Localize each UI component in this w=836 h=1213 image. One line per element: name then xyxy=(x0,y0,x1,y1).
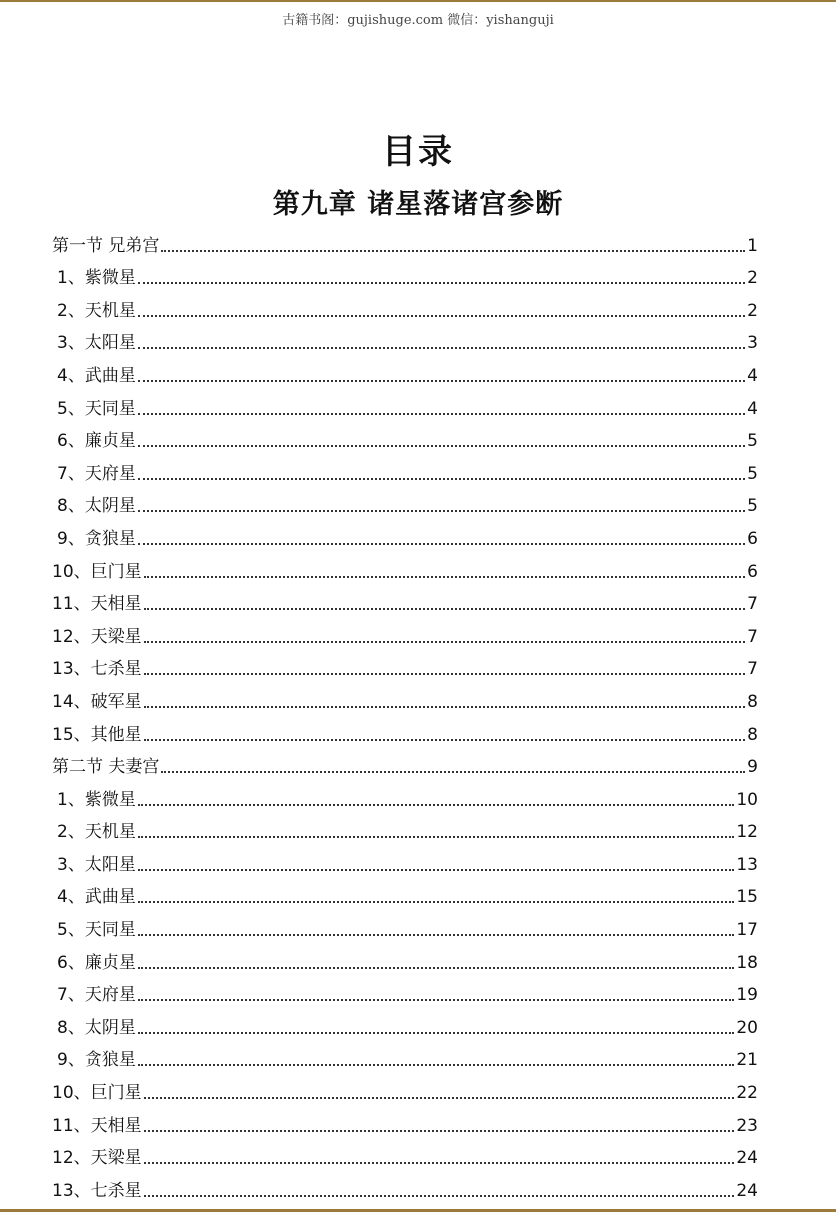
page-title: 目录 xyxy=(382,132,454,172)
toc-item-row[interactable] xyxy=(52,843,758,876)
toc-label: 3、太阳星 xyxy=(57,333,136,354)
toc-leader-dots xyxy=(161,771,745,773)
toc-item-row[interactable] xyxy=(52,517,758,550)
toc-item-row[interactable] xyxy=(52,713,758,746)
toc-label: 3、太阳星 xyxy=(57,854,136,875)
toc-label: 12、天梁星 xyxy=(52,1148,142,1169)
toc-label: 8、太阴星 xyxy=(57,1017,136,1038)
toc-page-number: 24 xyxy=(736,1148,758,1169)
table-of-contents xyxy=(52,224,758,1202)
toc-page-number: 5 xyxy=(747,431,758,452)
toc-label: 13、七杀星 xyxy=(52,659,142,680)
toc-label: 1、紫微星 xyxy=(57,789,136,810)
toc-page-number: 9 xyxy=(747,757,758,778)
toc-label: 9、贪狼星 xyxy=(57,528,136,549)
toc-leader-dots xyxy=(161,250,745,252)
toc-page-number: 6 xyxy=(747,561,758,582)
toc-leader-dots xyxy=(144,673,746,675)
toc-item-row[interactable] xyxy=(52,1039,758,1072)
toc-page-number: 4 xyxy=(747,365,758,386)
chapter-title: 第九章 诸星落诸宫参断 xyxy=(272,189,564,220)
toc-item-row[interactable] xyxy=(52,257,758,290)
toc-item-row[interactable] xyxy=(52,420,758,453)
toc-page-number: 20 xyxy=(736,1017,758,1038)
toc-leader-dots xyxy=(138,1064,735,1066)
toc-page-number: 23 xyxy=(736,1115,758,1136)
toc-leader-dots xyxy=(138,315,745,317)
toc-item-row[interactable] xyxy=(52,452,758,485)
toc-label: 10、巨门星 xyxy=(52,561,142,582)
toc-item-row[interactable] xyxy=(52,778,758,811)
toc-item-row[interactable] xyxy=(52,811,758,844)
toc-item-row[interactable] xyxy=(52,615,758,648)
toc-label: 5、天同星 xyxy=(57,920,136,941)
toc-leader-dots xyxy=(138,413,745,415)
toc-page-number: 5 xyxy=(747,463,758,484)
toc-page-number: 21 xyxy=(736,1050,758,1071)
toc-label: 14、破军星 xyxy=(52,691,142,712)
toc-page-number: 22 xyxy=(736,1083,758,1104)
toc-item-row[interactable] xyxy=(52,1104,758,1137)
toc-item-row[interactable] xyxy=(52,941,758,974)
toc-item-row[interactable] xyxy=(52,550,758,583)
toc-leader-dots xyxy=(138,510,745,512)
toc-label: 5、天同星 xyxy=(57,398,136,419)
toc-leader-dots xyxy=(138,380,745,382)
toc-page-number: 19 xyxy=(736,985,758,1006)
toc-item-row[interactable] xyxy=(52,974,758,1007)
toc-section-row[interactable] xyxy=(52,746,758,779)
toc-item-row[interactable] xyxy=(52,908,758,941)
toc-page-number: 4 xyxy=(747,398,758,419)
toc-leader-dots xyxy=(138,445,745,447)
toc-page-number: 18 xyxy=(736,952,758,973)
toc-leader-dots xyxy=(144,608,746,610)
toc-item-row[interactable] xyxy=(52,680,758,713)
toc-label: 2、天机星 xyxy=(57,300,136,321)
toc-label: 12、天梁星 xyxy=(52,626,142,647)
toc-item-row[interactable] xyxy=(52,648,758,681)
toc-item-row[interactable] xyxy=(52,1169,758,1202)
toc-label: 6、廉贞星 xyxy=(57,952,136,973)
toc-item-row[interactable] xyxy=(52,387,758,420)
toc-leader-dots xyxy=(138,282,745,284)
toc-label: 6、廉贞星 xyxy=(57,431,136,452)
toc-item-row[interactable] xyxy=(52,1137,758,1170)
toc-leader-dots xyxy=(144,576,746,578)
toc-leader-dots xyxy=(138,478,745,480)
toc-label: 1、紫微星 xyxy=(57,268,136,289)
toc-page-number: 7 xyxy=(747,659,758,680)
toc-label: 13、七杀星 xyxy=(52,1180,142,1201)
toc-page-number: 8 xyxy=(747,724,758,745)
toc-page-number: 3 xyxy=(747,333,758,354)
toc-label: 15、其他星 xyxy=(52,724,142,745)
toc-label: 7、天府星 xyxy=(57,985,136,1006)
toc-page-number: 7 xyxy=(747,626,758,647)
toc-page-number: 15 xyxy=(736,887,758,908)
toc-label: 4、武曲星 xyxy=(57,887,136,908)
toc-label: 11、天相星 xyxy=(52,1115,142,1136)
toc-leader-dots xyxy=(138,347,745,349)
toc-item-row[interactable] xyxy=(52,876,758,909)
toc-leader-dots xyxy=(144,1162,735,1164)
toc-item-row[interactable] xyxy=(52,322,758,355)
toc-leader-dots xyxy=(138,804,735,806)
toc-leader-dots xyxy=(138,836,735,838)
toc-item-row[interactable] xyxy=(52,1006,758,1039)
toc-leader-dots xyxy=(144,1195,735,1197)
top-border xyxy=(0,0,836,2)
toc-label: 2、天机星 xyxy=(57,822,136,843)
header-watermark: 古籍书阁：gujishuge.com 微信：yishanguji xyxy=(282,13,554,28)
toc-item-row[interactable] xyxy=(52,289,758,322)
toc-leader-dots xyxy=(138,934,735,936)
toc-leader-dots xyxy=(138,1032,735,1034)
toc-label: 9、贪狼星 xyxy=(57,1050,136,1071)
toc-label: 第二节 夫妻宫 xyxy=(52,757,160,778)
toc-leader-dots xyxy=(138,967,735,969)
toc-page-number: 6 xyxy=(747,528,758,549)
toc-page-number: 2 xyxy=(747,300,758,321)
toc-label: 10、巨门星 xyxy=(52,1083,142,1104)
toc-leader-dots xyxy=(138,999,735,1001)
toc-label: 8、太阴星 xyxy=(57,496,136,517)
toc-page-number: 10 xyxy=(736,789,758,810)
toc-label: 11、天相星 xyxy=(52,594,142,615)
toc-page-number: 8 xyxy=(747,691,758,712)
toc-page-number: 1 xyxy=(747,235,758,256)
toc-page-number: 24 xyxy=(736,1180,758,1201)
toc-leader-dots xyxy=(138,901,735,903)
toc-page-number: 12 xyxy=(736,822,758,843)
toc-label: 4、武曲星 xyxy=(57,365,136,386)
toc-page-number: 7 xyxy=(747,594,758,615)
toc-label: 7、天府星 xyxy=(57,463,136,484)
toc-item-row[interactable] xyxy=(52,485,758,518)
toc-leader-dots xyxy=(138,869,735,871)
toc-leader-dots xyxy=(144,641,746,643)
toc-label: 第一节 兄弟宫 xyxy=(52,235,160,256)
toc-leader-dots xyxy=(138,543,745,545)
toc-leader-dots xyxy=(144,1130,735,1132)
toc-page-number: 2 xyxy=(747,268,758,289)
toc-section-row[interactable] xyxy=(52,224,758,257)
toc-leader-dots xyxy=(144,706,746,708)
toc-page-number: 13 xyxy=(736,854,758,875)
toc-item-row[interactable] xyxy=(52,1071,758,1104)
toc-page-number: 5 xyxy=(747,496,758,517)
toc-item-row[interactable] xyxy=(52,583,758,616)
toc-item-row[interactable] xyxy=(52,354,758,387)
toc-page-number: 17 xyxy=(736,920,758,941)
toc-leader-dots xyxy=(144,1097,735,1099)
toc-leader-dots xyxy=(144,739,746,741)
bottom-border xyxy=(0,1209,836,1212)
